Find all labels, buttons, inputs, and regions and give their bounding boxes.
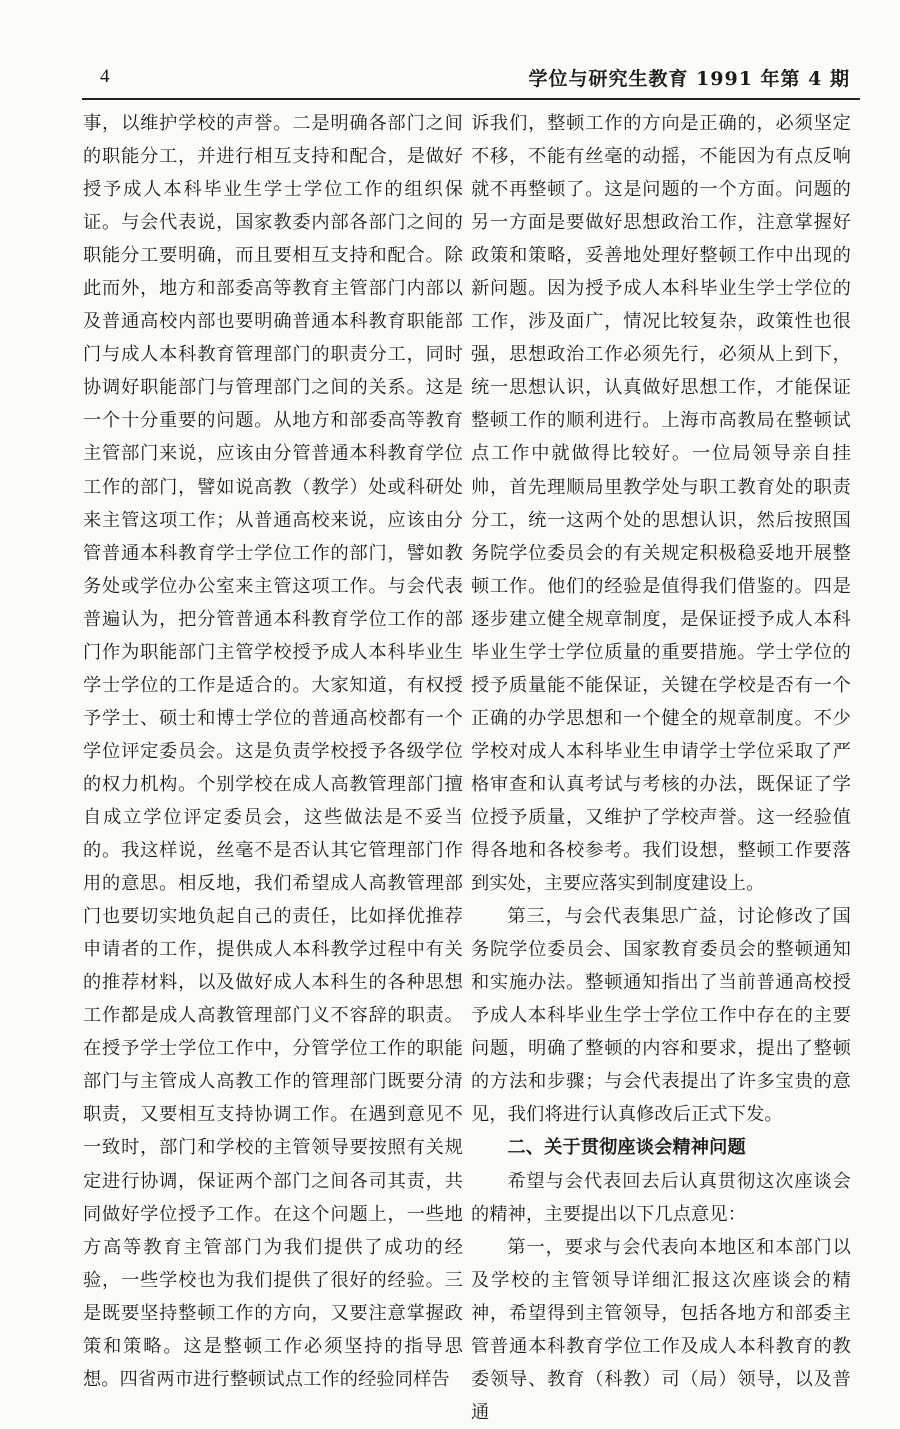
body-paragraph: 诉我们，整顿工作的方向是正确的，必须坚定不移，不能有丝毫的动摇，不能因为有点反响就不再整顿了。这是问题的一个方面。问题的另一方面是要做好思想政治工作，注意掌握好政策和策略，妥善地处理好整顿工作中出现的新问题。因为授予成人本科毕业生学士学位的工作，涉及面广，情况比较复杂，政策性也很强，思想政治工作必须先行，必须从上到下，统一思想认识，认真做好思想工作，才能保证整顿工作的顺利进行。上海市高教局在整顿试点工作中就做得比较好。一位局领导亲自挂帅，首先理顺局里教学处与职工教育处的职责分工，统一这两个处的思想认识，然后按照国务院学位委员会的有关规定积极稳妥地开展整顿工作。他们的经验是值得我们借鉴的。四是逐步建立健全规章制度，是保证授予成人本科毕业生学士学位质量的重要措施。学士学位的授予质量能不能保证，关键在学校是否有一个正确的办学思想和一个健全的规章制度。不少学校对成人本科毕业生申请学士学位采取了严格审查和认真考试与考核的办法，既保证了学位授予质量，又维护了学校声誉。这一经验值得各地和各校参考。我们设想，整顿工作要落到实处，主要应落实到制度建设上。	[471, 113, 851, 895]
right-column	[471, 107, 851, 1429]
body-paragraph: 第三，与会代表集思广益，讨论修改了国务院学位委员会、国家教育委员会的整顿通知和实施办法。整顿通知指出了当前普通高校授予成人本科毕业生学士学位工作中存在的主要问题，明确了整顿的内容和要求，提出了整顿的方法和步骤；与会代表提出了许多宝贵的意见，我们将进行认真修改后正式下发。	[471, 906, 851, 1126]
header-rule	[82, 98, 860, 100]
running-header: 学位与研究生教育 1991 年第 4 期	[528, 68, 850, 90]
page-number: 4	[100, 66, 110, 87]
left-column	[83, 107, 463, 1396]
section-heading: 二、关于贯彻座谈会精神问题	[507, 1137, 746, 1159]
body-paragraph: 事，以维护学校的声誉。二是明确各部门之间的职能分工，并进行相互支持和配合，是做好授予成人本科毕业生学士学位工作的组织保证。与会代表说，国家教委内部各部门之间的职能分工要明确，而且要相互支持和配合。除此而外，地方和部委高等教育主管部门内部以及普通高校内部也要明确普通本科教育职能部门与成人本科教育管理部门的职责分工，同时协调好职能部门与管理部门之间的关系。这是一个十分重要的问题。从地方和部委高等教育主管部门来说，应该由分管普通本科教育学位工作的部门，譬如说高教（教学）处或科研处来主管这项工作；从普通高校来说，应该由分管普通本科教育学士学位工作的部门，譬如教务处或学位办公室来主管这项工作。与会代表普遍认为，把分管普通本科教育学位工作的部门作为职能部门主管学校授予成人本科毕业生学士学位的工作是适合的。大家知道，有权授予学士、硕士和博士学位的普通高校都有一个学位评定委员会。这是负责学校授予各级学位的权力机构。个别学校在成人高教管理部门擅自成立学位评定委员会，这些做法是不妥当的。我这样说，丝毫不是否认其它管理部门作用的意思。相反地，我们希望成人高教管理部门也要切实地负起自己的责任，比如择优推荐申请者的工作，提供成人本科教学过程中有关的推荐材料，以及做好成人本科生的各种思想工作都是成人高教管理部门义不容辞的职责。在授予学士学位工作中，分管学位工作的职能部门与主管成人高教工作的管理部门既要分清职责，又要相互支持协调工作。在遇到意见不一致时，部门和学校的主管领导要按照有关规定进行协调，保证两个部门之间各司其责，共同做好学位授予工作。在这个问题上，一些地方高等教育主管部门为我们提供了成功的经验，一些学校也为我们提供了很好的经验。三是既要坚持整顿工作的方向，又要注意掌握政策和策略。这是整顿工作必须坚持的指导思想。四省两市进行整顿试点工作的经验同样告	[83, 113, 463, 1390]
body-paragraph: 第一，要求与会代表向本地区和本部门以及学校的主管领导详细汇报这次座谈会的精神，希望得到主管领导，包括各地方和部委主管普通本科教育学位工作及成人本科教育的教委领导、教育（科教）司（局）领导，以及普通	[471, 1236, 851, 1423]
body-paragraph: 希望与会代表回去后认真贯彻这次座谈会的精神，主要提出以下几点意见：	[471, 1170, 851, 1225]
